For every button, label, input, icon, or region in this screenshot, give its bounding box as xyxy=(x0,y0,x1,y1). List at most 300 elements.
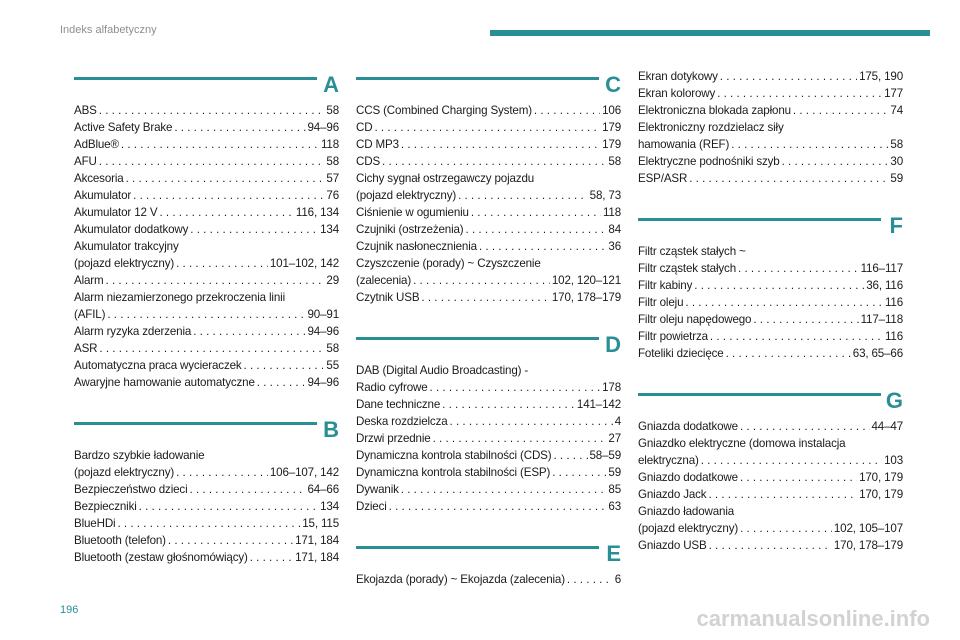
entry-pages: 29 xyxy=(326,274,339,287)
entry-pages: 6 xyxy=(614,573,621,586)
entry-term: BlueHDi xyxy=(74,517,116,530)
entry-term: Dane techniczne xyxy=(356,398,441,411)
entry-text-line: DAB (Digital Audio Broadcasting) - xyxy=(356,364,529,377)
index-entry xyxy=(356,396,621,413)
watermark: carmanualsonline.info xyxy=(696,606,930,631)
section-divider xyxy=(356,337,599,340)
entry-row xyxy=(356,413,621,430)
entry-text-line: Cichy sygnał ostrzegawczy pojazdu xyxy=(356,172,535,185)
entry-row xyxy=(356,481,621,498)
index-entry xyxy=(356,464,621,481)
entry-pages: 116 xyxy=(884,330,903,343)
entry-text-line: Akumulator trakcyjny xyxy=(74,240,179,253)
entry-pages: 58 xyxy=(326,104,339,117)
section-divider xyxy=(356,77,599,80)
entry-row xyxy=(638,418,903,435)
entry-pages: 63 xyxy=(608,500,621,513)
entry-pages: 59 xyxy=(890,172,903,185)
index-entry xyxy=(638,328,903,345)
entry-row xyxy=(74,136,339,153)
entry-text-line: Bardzo szybkie ładowanie xyxy=(74,449,205,462)
entry-term: Filtr oleju xyxy=(638,296,684,309)
entry-term: Elektroniczna blokada zapłonu xyxy=(638,104,791,117)
entry-row xyxy=(356,102,621,119)
entry-term: Ciśnienie w ogumieniu xyxy=(356,206,469,219)
entry-term: Bluetooth (telefon) xyxy=(74,534,166,547)
entry-pages: 4 xyxy=(614,415,621,428)
entry-pages: 141–142 xyxy=(576,398,621,411)
entry-pages: 59 xyxy=(608,466,621,479)
entry-pages: 171, 184 xyxy=(295,534,339,547)
entry-row xyxy=(356,136,621,153)
entry-term: Gniazdo dodatkowe xyxy=(638,471,738,484)
index-entry xyxy=(74,498,339,515)
entry-term: Deska rozdzielcza xyxy=(356,415,448,428)
section-letter: G xyxy=(885,388,903,413)
index-entry xyxy=(356,153,621,170)
entry-row xyxy=(638,170,903,187)
entry-pages: 116 xyxy=(884,296,903,309)
dot-leader xyxy=(740,520,832,537)
index-entry xyxy=(638,537,903,554)
entry-row xyxy=(74,119,339,136)
entry-term: Dywanik xyxy=(356,483,399,496)
section-letter: B xyxy=(323,417,339,442)
entry-pages: 117–118 xyxy=(860,313,903,326)
index-entry xyxy=(356,102,621,119)
dot-leader xyxy=(466,221,607,238)
index-entry xyxy=(74,187,339,204)
entry-row xyxy=(356,221,621,238)
section-letter: D xyxy=(605,332,621,357)
dot-leader xyxy=(740,418,870,435)
dot-leader xyxy=(421,289,549,306)
entry-row xyxy=(356,379,621,396)
index-column-3 xyxy=(638,68,903,576)
index-section xyxy=(356,537,621,588)
index-entry xyxy=(74,170,339,187)
entry-pages: 58 xyxy=(608,155,621,168)
section-header xyxy=(74,413,339,445)
dot-leader xyxy=(793,102,888,119)
index-entry xyxy=(638,435,903,469)
entry-row xyxy=(638,537,903,554)
index-entry xyxy=(74,549,339,566)
index-entry xyxy=(356,136,621,153)
entry-term: Ekran dotykowy xyxy=(638,70,718,83)
entry-row xyxy=(638,469,903,486)
entry-row xyxy=(638,102,903,119)
entry-pages: 116, 134 xyxy=(295,206,339,219)
index-entry xyxy=(356,289,621,306)
section-header xyxy=(74,68,339,100)
section-letter: F xyxy=(889,213,903,238)
entry-pages: 90–91 xyxy=(307,308,339,321)
entry-term: CD xyxy=(356,121,373,134)
section-letter: C xyxy=(605,72,621,97)
entry-row xyxy=(356,204,621,221)
dot-leader xyxy=(257,374,306,391)
entry-term: Ekojazda (porady) ~ Ekojazda (zalecenia) xyxy=(356,573,565,586)
entry-term: (pojazd elektryczny) xyxy=(638,522,739,535)
dot-leader xyxy=(717,85,882,102)
index-entry xyxy=(638,119,903,153)
index-entry xyxy=(74,481,339,498)
entry-row xyxy=(638,311,903,328)
section-header xyxy=(356,68,621,100)
dot-leader xyxy=(168,532,293,549)
section-header xyxy=(356,328,621,360)
entry-row xyxy=(356,430,621,447)
entry-row xyxy=(356,396,621,413)
entry-pages: 58 xyxy=(326,342,339,355)
dot-leader xyxy=(694,277,864,294)
index-entry xyxy=(74,204,339,221)
section-letter: E xyxy=(606,541,621,566)
entry-row xyxy=(74,153,339,170)
dot-leader xyxy=(534,102,600,119)
dot-leader xyxy=(126,170,325,187)
running-header: Indeks alfabetyczny xyxy=(60,24,157,36)
entry-pages: 94–96 xyxy=(307,121,339,134)
entry-pages: 177 xyxy=(884,87,903,100)
index-entry xyxy=(74,136,339,153)
entry-term: Alarm xyxy=(74,274,104,287)
dot-leader xyxy=(99,340,324,357)
dot-leader xyxy=(701,452,882,469)
entry-term: Czujnik nasłonecznienia xyxy=(356,240,477,253)
section-divider xyxy=(74,422,317,425)
entry-term: Foteliki dziecięce xyxy=(638,347,724,360)
dot-leader xyxy=(117,515,300,532)
dot-leader xyxy=(567,571,613,588)
entry-row xyxy=(74,481,339,498)
index-entry xyxy=(356,447,621,464)
entry-pages: 84 xyxy=(608,223,621,236)
entry-pages: 103 xyxy=(884,454,903,467)
entry-pages: 179 xyxy=(602,121,621,134)
entry-pages: 58, 73 xyxy=(589,189,621,202)
dot-leader xyxy=(133,187,324,204)
entry-term: CCS (Combined Charging System) xyxy=(356,104,532,117)
entry-pages: 170, 178–179 xyxy=(833,539,903,552)
dot-leader xyxy=(413,272,550,289)
index-entry xyxy=(74,119,339,136)
section-letter: A xyxy=(323,72,339,97)
entry-row xyxy=(356,289,621,306)
entry-term: Filtr cząstek stałych xyxy=(638,262,736,275)
entry-row xyxy=(74,221,339,238)
entry-term: Akumulator dodatkowy xyxy=(74,223,189,236)
entry-pages: 55 xyxy=(326,359,339,372)
index-entry xyxy=(638,102,903,119)
index-entry xyxy=(74,357,339,374)
entry-row xyxy=(356,238,621,255)
dot-leader xyxy=(159,204,293,221)
index-entry xyxy=(356,481,621,498)
index-entry xyxy=(638,68,903,85)
entry-row xyxy=(74,306,339,323)
entry-term: Automatyczna praca wycieraczek xyxy=(74,359,242,372)
entry-term: Active Safety Brake xyxy=(74,121,173,134)
entry-text-line: Czyszczenie (porady) ~ Czyszczenie xyxy=(356,257,541,270)
entry-pages: 15, 115 xyxy=(302,517,339,530)
entry-term: Akumulator 12 V xyxy=(74,206,158,219)
dot-leader xyxy=(458,187,588,204)
index-section xyxy=(638,68,903,187)
dot-leader xyxy=(740,469,857,486)
section-header xyxy=(638,209,903,241)
index-entry xyxy=(74,289,339,323)
entry-term: Dzieci xyxy=(356,500,387,513)
index-entry xyxy=(356,238,621,255)
index-column-1 xyxy=(74,68,339,588)
dot-leader xyxy=(720,68,857,85)
dot-leader xyxy=(174,119,305,136)
entry-pages: 106 xyxy=(602,104,621,117)
section-divider xyxy=(74,77,317,80)
index-section xyxy=(356,68,621,306)
section-header xyxy=(356,537,621,569)
entry-pages: 178 xyxy=(602,381,621,394)
index-section xyxy=(638,384,903,554)
entry-row xyxy=(74,357,339,374)
index-entry xyxy=(356,362,621,396)
header-accent-bar xyxy=(490,30,930,36)
index-entry xyxy=(74,515,339,532)
index-entry xyxy=(356,119,621,136)
entry-pages: 118 xyxy=(602,206,621,219)
index-section xyxy=(356,328,621,515)
dot-leader xyxy=(782,153,889,170)
index-entry xyxy=(74,221,339,238)
entry-pages: 116–117 xyxy=(860,262,903,275)
dot-leader xyxy=(121,136,319,153)
dot-leader xyxy=(139,498,318,515)
entry-term: Drzwi przednie xyxy=(356,432,431,445)
entry-pages: 64–66 xyxy=(307,483,339,496)
entry-pages: 58 xyxy=(326,155,339,168)
entry-row xyxy=(74,272,339,289)
entry-pages: 30 xyxy=(890,155,903,168)
entry-term: (AFIL) xyxy=(74,308,106,321)
index-column-2 xyxy=(356,68,621,610)
dot-leader xyxy=(552,464,606,481)
index-entry xyxy=(638,85,903,102)
entry-term: Czujniki (ostrzeżenia) xyxy=(356,223,464,236)
entry-pages: 76 xyxy=(326,189,339,202)
entry-term: (pojazd elektryczny) xyxy=(356,189,457,202)
entry-row xyxy=(638,68,903,85)
entry-row xyxy=(74,340,339,357)
entry-row xyxy=(638,328,903,345)
entry-pages: 134 xyxy=(320,223,339,236)
entry-term: (pojazd elektryczny) xyxy=(74,466,175,479)
dot-leader xyxy=(190,221,318,238)
entry-pages: 101–102, 142 xyxy=(269,257,339,270)
entry-term: Dynamiczna kontrola stabilności (ESP) xyxy=(356,466,551,479)
index-section xyxy=(74,68,339,391)
entry-row xyxy=(356,464,621,481)
dot-leader xyxy=(709,537,832,554)
entry-pages: 85 xyxy=(608,483,621,496)
dot-leader xyxy=(738,260,859,277)
dot-leader xyxy=(731,136,888,153)
index-entry xyxy=(638,503,903,537)
entry-row xyxy=(638,294,903,311)
dot-leader xyxy=(726,345,851,362)
entry-pages: 171, 184 xyxy=(295,551,339,564)
entry-row xyxy=(74,170,339,187)
index-entry xyxy=(74,153,339,170)
index-entry xyxy=(356,221,621,238)
index-entry xyxy=(356,170,621,204)
entry-row xyxy=(638,136,903,153)
entry-row xyxy=(74,498,339,515)
entry-row xyxy=(356,272,621,289)
index-entry xyxy=(356,413,621,430)
entry-row xyxy=(74,255,339,272)
entry-pages: 94–96 xyxy=(307,376,339,389)
dot-leader xyxy=(401,481,607,498)
entry-pages: 179 xyxy=(602,138,621,151)
entry-pages: 58–59 xyxy=(589,449,621,462)
dot-leader xyxy=(433,430,607,447)
entry-term: CD MP3 xyxy=(356,138,399,151)
entry-term: ABS xyxy=(74,104,97,117)
index-entry xyxy=(356,255,621,289)
entry-term: Gniazda dodatkowe xyxy=(638,420,738,433)
entry-row xyxy=(74,515,339,532)
entry-pages: 170, 179 xyxy=(859,471,903,484)
entry-pages: 102, 105–107 xyxy=(833,522,903,535)
entry-row xyxy=(356,571,621,588)
dot-leader xyxy=(708,486,857,503)
entry-term: Ekran kolorowy xyxy=(638,87,716,100)
entry-pages: 27 xyxy=(608,432,621,445)
index-entry xyxy=(74,340,339,357)
entry-term: Dynamiczna kontrola stabilności (CDS) xyxy=(356,449,552,462)
dot-leader xyxy=(193,323,305,340)
dot-leader xyxy=(107,306,305,323)
entry-row xyxy=(356,187,621,204)
entry-row xyxy=(74,549,339,566)
entry-row xyxy=(74,464,339,481)
index-entry xyxy=(74,323,339,340)
entry-row xyxy=(638,85,903,102)
entry-term: Filtr kabiny xyxy=(638,279,693,292)
entry-pages: 106–107, 142 xyxy=(269,466,339,479)
dot-leader xyxy=(106,272,325,289)
entry-row xyxy=(356,119,621,136)
dot-leader xyxy=(753,311,858,328)
entry-pages: 134 xyxy=(320,500,339,513)
entry-term: ESP/ASR xyxy=(638,172,688,185)
entry-term: Bezpieczeństwo dzieci xyxy=(74,483,188,496)
entry-row xyxy=(356,153,621,170)
entry-text-line: Filtr cząstek stałych ~ xyxy=(638,245,746,258)
entry-term: Akumulator xyxy=(74,189,132,202)
entry-term: elektryczna) xyxy=(638,454,699,467)
entry-pages: 63, 65–66 xyxy=(852,347,903,360)
entry-text-line: Gniazdo ładowania xyxy=(638,505,735,518)
entry-row xyxy=(638,452,903,469)
dot-leader xyxy=(401,136,600,153)
section-divider xyxy=(638,218,881,221)
entry-term: (zalecenia) xyxy=(356,274,412,287)
entry-pages: 175, 190 xyxy=(859,70,903,83)
entry-row xyxy=(638,260,903,277)
index-entry xyxy=(638,277,903,294)
entry-pages: 36, 116 xyxy=(866,279,903,292)
dot-leader xyxy=(471,204,601,221)
dot-leader xyxy=(479,238,606,255)
entry-term: Awaryjne hamowanie automatyczne xyxy=(74,376,255,389)
dot-leader xyxy=(99,102,325,119)
entry-row xyxy=(74,374,339,391)
dot-leader xyxy=(176,255,268,272)
entry-pages: 170, 179 xyxy=(859,488,903,501)
entry-term: Radio cyfrowe xyxy=(356,381,428,394)
entry-term: Bluetooth (zestaw głośnomówiący) xyxy=(74,551,248,564)
entry-pages: 58 xyxy=(890,138,903,151)
dot-leader xyxy=(389,498,607,515)
entry-row xyxy=(638,345,903,362)
entry-pages: 118 xyxy=(320,138,339,151)
entry-pages: 94–96 xyxy=(307,325,339,338)
entry-row xyxy=(356,498,621,515)
index-entry xyxy=(74,272,339,289)
entry-term: Bezpieczniki xyxy=(74,500,137,513)
entry-term: Gniazdo USB xyxy=(638,539,707,552)
index-entry xyxy=(638,243,903,277)
dot-leader xyxy=(99,153,325,170)
dot-leader xyxy=(442,396,575,413)
section-divider xyxy=(638,393,881,396)
entry-term: ASR xyxy=(74,342,98,355)
index-entry xyxy=(638,418,903,435)
entry-term: Filtr powietrza xyxy=(638,330,708,343)
section-divider xyxy=(356,546,599,549)
section-header xyxy=(638,384,903,416)
index-section xyxy=(74,413,339,566)
dot-leader xyxy=(710,328,883,345)
entry-pages: 170, 178–179 xyxy=(551,291,621,304)
entry-row xyxy=(74,204,339,221)
dot-leader xyxy=(553,447,587,464)
dot-leader xyxy=(250,549,293,566)
dot-leader xyxy=(450,413,613,430)
dot-leader xyxy=(689,170,888,187)
dot-leader xyxy=(382,153,606,170)
entry-pages: 57 xyxy=(326,172,339,185)
index-entry xyxy=(74,238,339,272)
entry-row xyxy=(638,486,903,503)
index-entry xyxy=(74,447,339,481)
entry-row xyxy=(638,153,903,170)
entry-term: AdBlue® xyxy=(74,138,119,151)
entry-term: hamowania (REF) xyxy=(638,138,730,151)
entry-term: CDS xyxy=(356,155,381,168)
dot-leader xyxy=(685,294,883,311)
entry-pages: 36 xyxy=(608,240,621,253)
entry-term: Alarm ryzyka zderzenia xyxy=(74,325,192,338)
entry-term: Elektryczne podnośniki szyb xyxy=(638,155,780,168)
dot-leader xyxy=(244,357,325,374)
entry-term: (pojazd elektryczny) xyxy=(74,257,175,270)
entry-text-line: Alarm niezamierzonego przekroczenia linii xyxy=(74,291,286,304)
index-entry xyxy=(638,345,903,362)
